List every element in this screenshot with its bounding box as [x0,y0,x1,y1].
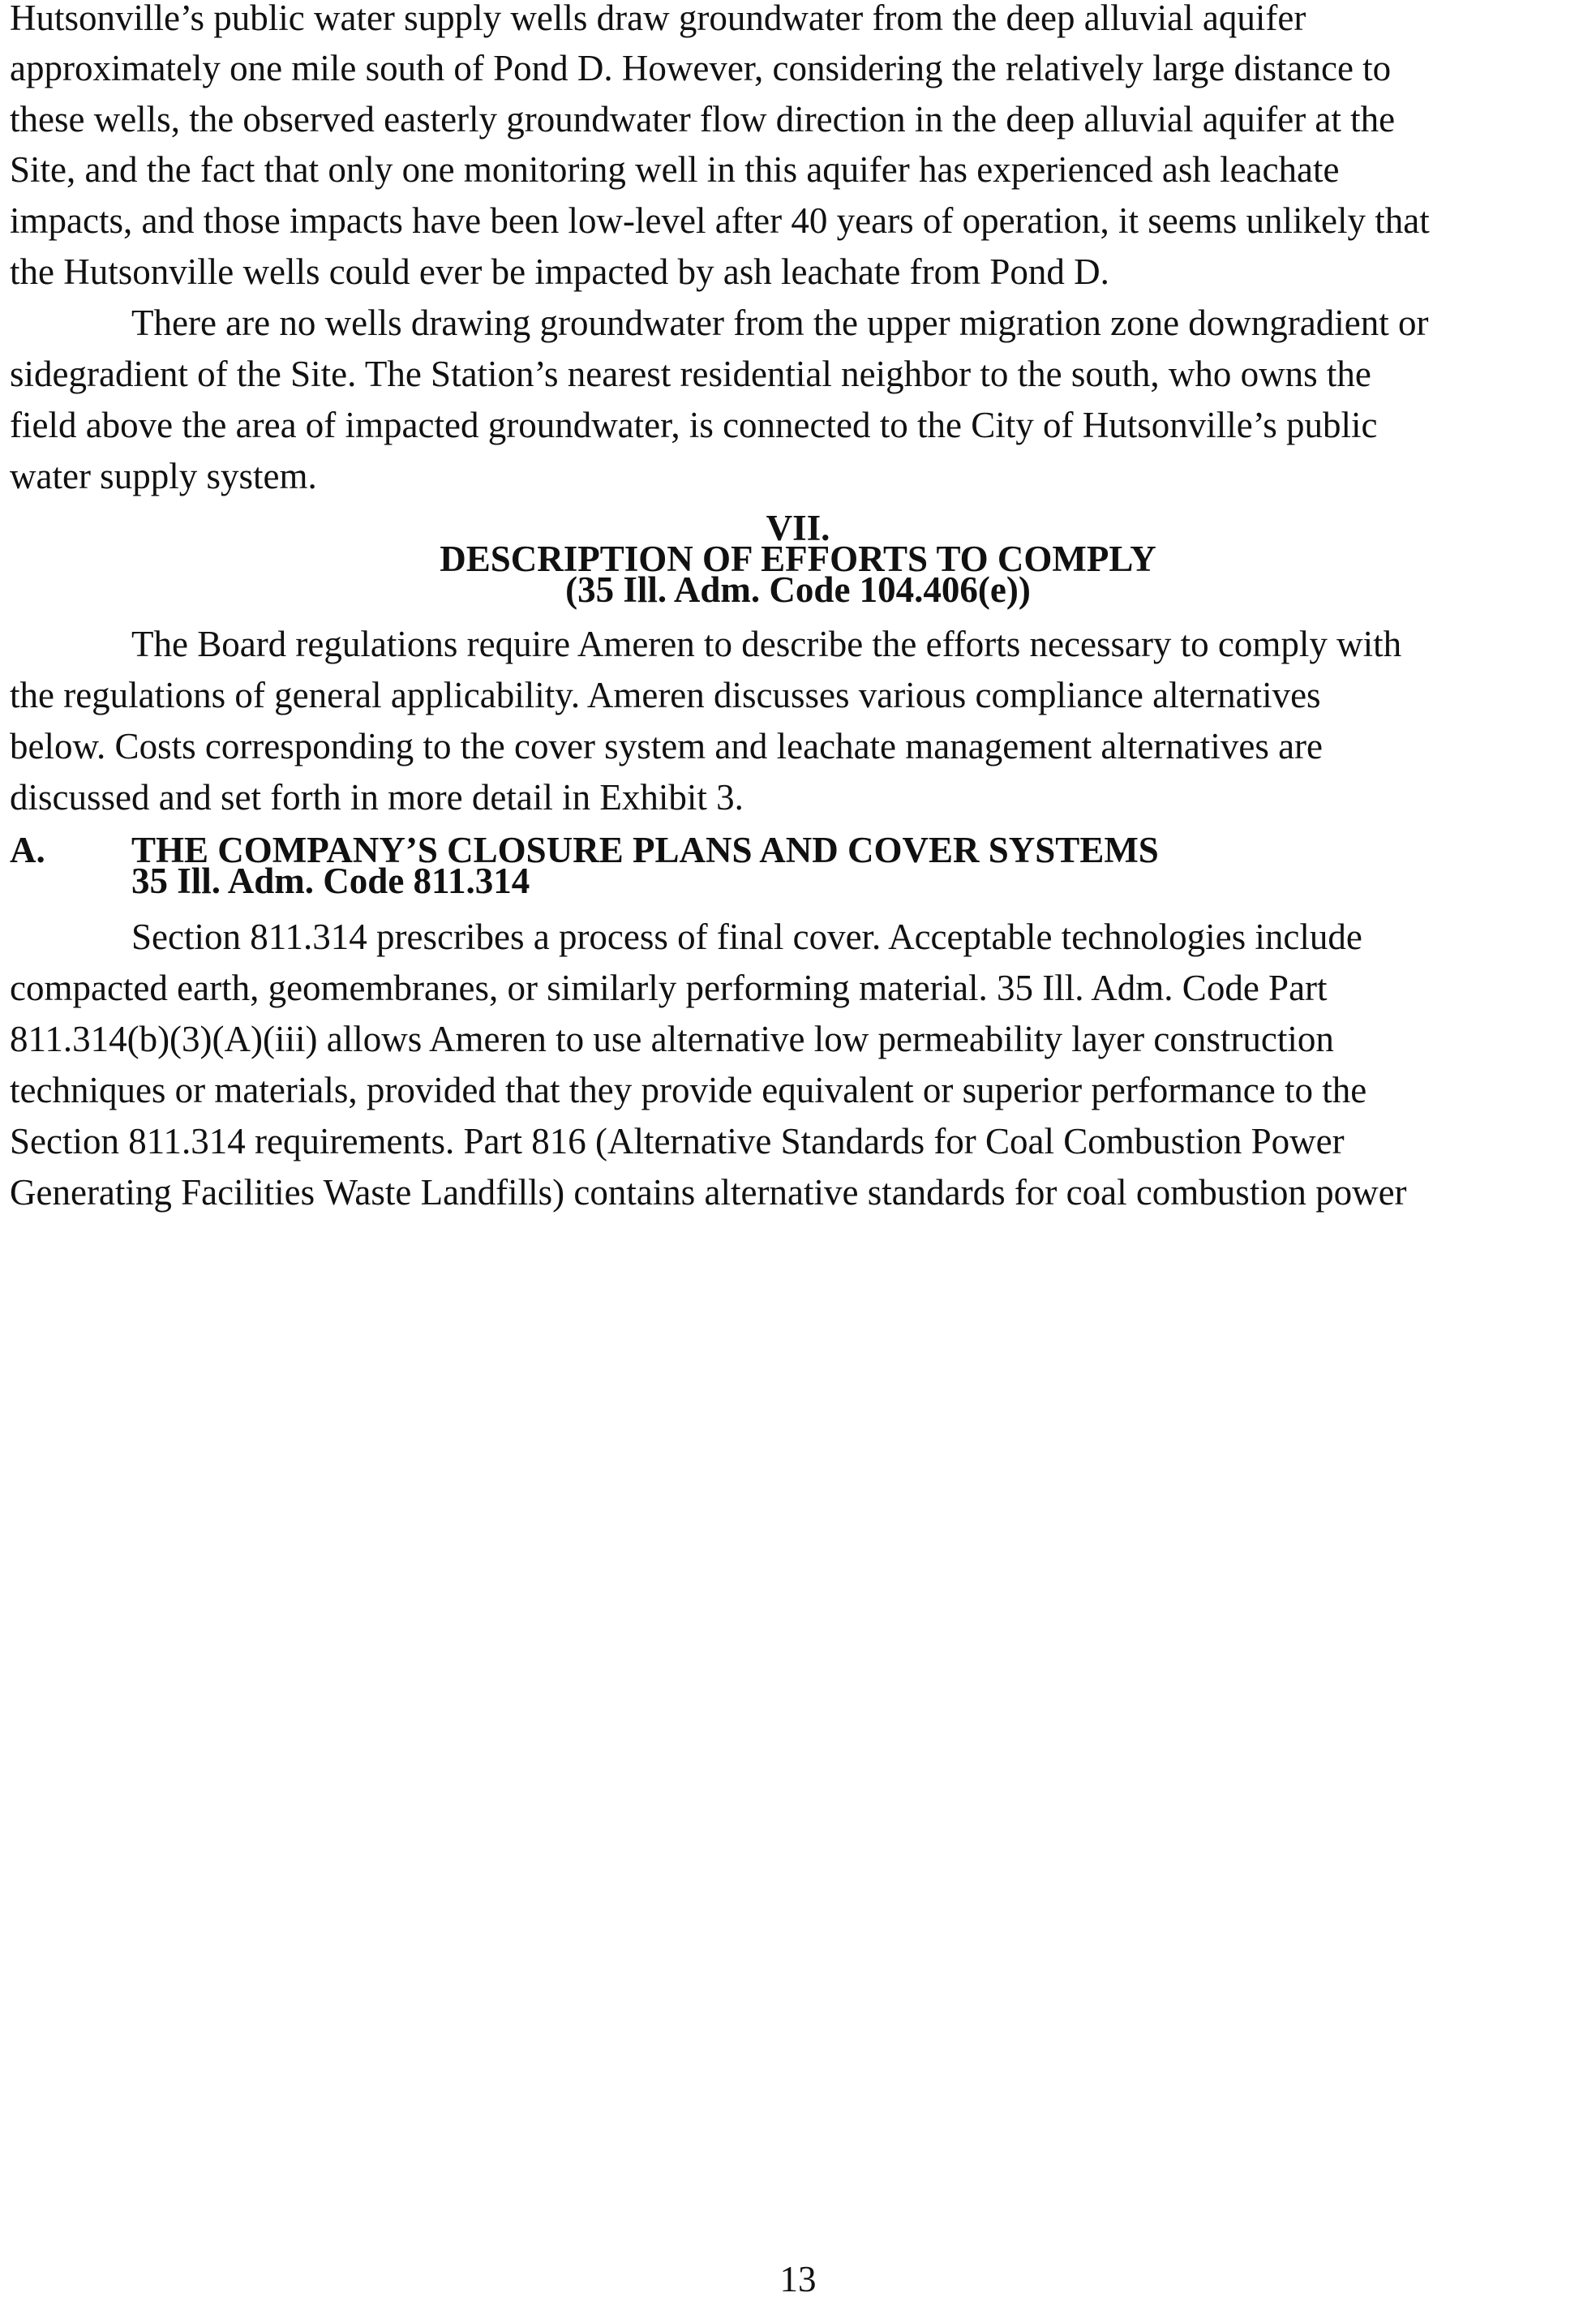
text-line: compacted earth, geomembranes, or similarly performing material. 35 Ill. Adm. Code Part [10,968,1328,1008]
subsection-citation: 35 Ill. Adm. Code 811.314 [131,861,530,901]
text-line: approximately one mile south of Pond D. However, considering the relatively large distance to [10,48,1392,88]
text-line: these wells, the observed easterly groundwater flow direction in the deep alluvial aquifer at the [10,99,1396,140]
text-line: the Hutsonville wells could ever be impacted by ash leachate from Pond D. [10,251,1109,292]
text-line: Hutsonville’s public water supply wells draw groundwater from the deep alluvial aquifer [10,0,1306,38]
text-line: water supply system. [10,456,317,496]
subsection-title: THE COMPANY’S CLOSURE PLANS AND COVER SYSTEMS [131,830,1159,870]
text-line: impacts, and those impacts have been low-level after 40 years of operation, it seems unlikely that [10,200,1430,241]
text-line: below. Costs corresponding to the cover system and leachate management alternatives are [10,726,1324,766]
text-line: 811.314(b)(3)(A)(iii) allows Ameren to use alternative low permeability layer construction [10,1019,1334,1059]
section-citation: (35 Ill. Adm. Code 104.406(e)) [565,569,1031,610]
text-line: discussed and set forth in more detail in Exhibit 3. [10,777,744,818]
text-line: techniques or materials, provided that they provide equivalent or superior performance to the [10,1070,1367,1110]
text-line: Site, and the fact that only one monitoring well in this aquifer has experienced ash leachate [10,149,1340,190]
text-line: The Board regulations require Ameren to describe the efforts necessary to comply with [131,624,1402,664]
subsection-letter: A. [10,830,45,870]
text-line: There are no wells drawing groundwater from the upper migration zone downgradient or [131,303,1429,343]
section-number: VII. [766,508,830,548]
section-title: DESCRIPTION OF EFFORTS TO COMPLY [440,539,1156,579]
page-number: 13 [779,2259,817,2299]
text-line: Section 811.314 prescribes a process of final cover. Acceptable technologies include [131,917,1362,957]
text-line: the regulations of general applicability. Ameren discusses various compliance alternatives [10,675,1321,715]
text-line: Generating Facilities Waste Landfills) contains alternative standards for coal combustion power [10,1172,1407,1213]
text-line: sidegradient of the Site. The Station’s nearest residential neighbor to the south, who owns the [10,354,1371,394]
text-line: field above the area of impacted groundwater, is connected to the City of Hutsonville’s public [10,405,1378,445]
text-line: Section 811.314 requirements. Part 816 (Alternative Standards for Coal Combustion Power [10,1121,1345,1161]
